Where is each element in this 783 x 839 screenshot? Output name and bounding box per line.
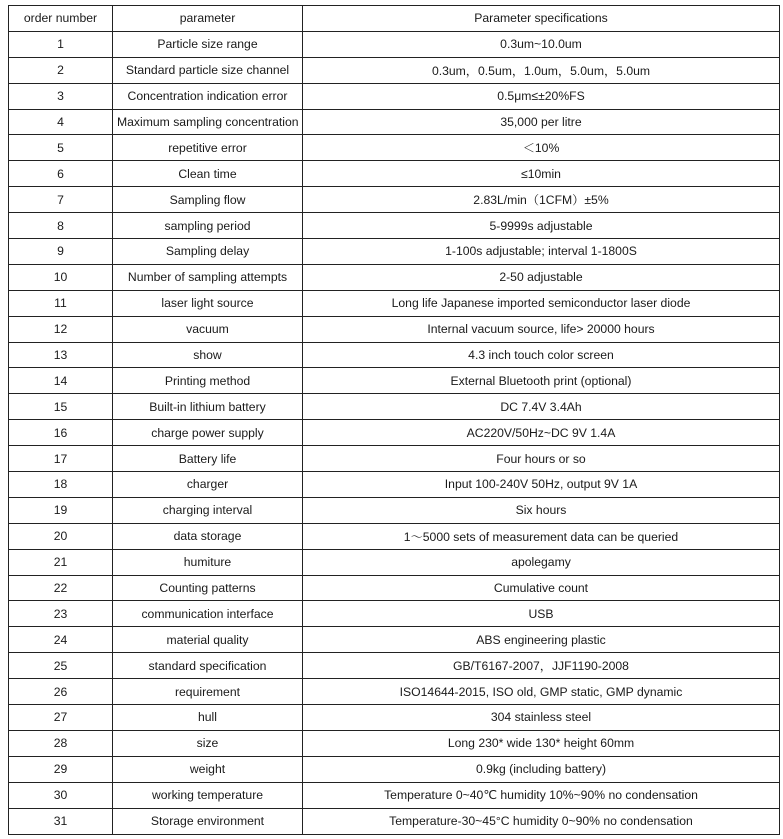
specification-cell: 35,000 per litre xyxy=(303,109,780,135)
column-header-order-number: order number xyxy=(9,6,113,32)
order-number-cell: 4 xyxy=(9,109,113,135)
table-row xyxy=(9,627,780,653)
table-row xyxy=(9,601,780,627)
column-header-parameter: parameter xyxy=(113,6,303,32)
table-row xyxy=(9,83,780,109)
parameter-cell: standard specification xyxy=(113,653,303,679)
table-row xyxy=(9,472,780,498)
specification-cell: External Bluetooth print (optional) xyxy=(303,368,780,394)
specification-cell: 304 stainless steel xyxy=(303,705,780,731)
table-row xyxy=(9,57,780,83)
order-number-cell: 29 xyxy=(9,756,113,782)
order-number-cell: 14 xyxy=(9,368,113,394)
parameter-cell: vacuum xyxy=(113,316,303,342)
order-number-cell: 28 xyxy=(9,730,113,756)
parameter-cell: Built-in lithium battery xyxy=(113,394,303,420)
order-number-cell: 30 xyxy=(9,782,113,808)
order-number-cell: 18 xyxy=(9,472,113,498)
table-row xyxy=(9,446,780,472)
specification-cell: ABS engineering plastic xyxy=(303,627,780,653)
specification-cell: 0.3um，0.5um，1.0um，5.0um，5.0um xyxy=(303,57,780,83)
specification-cell: Input 100-240V 50Hz, output 9V 1A xyxy=(303,472,780,498)
specification-cell: 4.3 inch touch color screen xyxy=(303,342,780,368)
parameter-cell: Maximum sampling concentration xyxy=(113,109,303,135)
parameter-cell: Sampling flow xyxy=(113,187,303,213)
specification-cell: 5-9999s adjustable xyxy=(303,213,780,239)
order-number-cell: 5 xyxy=(9,135,113,161)
table-row xyxy=(9,497,780,523)
parameter-cell: Number of sampling attempts xyxy=(113,264,303,290)
table-row xyxy=(9,161,780,187)
parameter-cell: show xyxy=(113,342,303,368)
order-number-cell: 19 xyxy=(9,497,113,523)
order-number-cell: 12 xyxy=(9,316,113,342)
specification-cell: DC 7.4V 3.4Ah xyxy=(303,394,780,420)
parameter-cell: charging interval xyxy=(113,497,303,523)
table-row xyxy=(9,808,780,834)
table-row xyxy=(9,368,780,394)
parameter-cell: size xyxy=(113,730,303,756)
parameter-cell: Storage environment xyxy=(113,808,303,834)
specification-cell: Temperature 0~40℃ humidity 10%~90% no condensation xyxy=(303,782,780,808)
table-header-row xyxy=(9,6,780,32)
parameter-cell: humiture xyxy=(113,549,303,575)
table-row xyxy=(9,679,780,705)
table-row xyxy=(9,290,780,316)
table-row xyxy=(9,316,780,342)
column-header-specifications: Parameter specifications xyxy=(303,6,780,32)
table-row xyxy=(9,135,780,161)
specification-cell: GB/T6167-2007，JJF1190-2008 xyxy=(303,653,780,679)
parameter-cell: Sampling delay xyxy=(113,239,303,265)
specification-cell: ＜10% xyxy=(303,135,780,161)
specification-cell: Internal vacuum source, life> 20000 hours xyxy=(303,316,780,342)
parameter-cell: charger xyxy=(113,472,303,498)
parameter-cell: material quality xyxy=(113,627,303,653)
specification-cell: ISO14644-2015, ISO old, GMP static, GMP dynamic xyxy=(303,679,780,705)
specification-cell: ≤10min xyxy=(303,161,780,187)
table-row xyxy=(9,756,780,782)
order-number-cell: 16 xyxy=(9,420,113,446)
specification-cell: Long life Japanese imported semiconductor laser diode xyxy=(303,290,780,316)
parameter-cell: charge power supply xyxy=(113,420,303,446)
order-number-cell: 7 xyxy=(9,187,113,213)
order-number-cell: 1 xyxy=(9,31,113,57)
table-row xyxy=(9,213,780,239)
order-number-cell: 3 xyxy=(9,83,113,109)
order-number-cell: 9 xyxy=(9,239,113,265)
order-number-cell: 2 xyxy=(9,57,113,83)
table-row xyxy=(9,31,780,57)
specification-cell: Long 230* wide 130* height 60mm xyxy=(303,730,780,756)
parameter-cell: requirement xyxy=(113,679,303,705)
table-row xyxy=(9,705,780,731)
order-number-cell: 20 xyxy=(9,523,113,549)
order-number-cell: 21 xyxy=(9,549,113,575)
parameter-cell: laser light source xyxy=(113,290,303,316)
table-row xyxy=(9,109,780,135)
parameter-cell: weight xyxy=(113,756,303,782)
table-row xyxy=(9,523,780,549)
parameter-cell: hull xyxy=(113,705,303,731)
order-number-cell: 24 xyxy=(9,627,113,653)
specification-cell: 1-100s adjustable; interval 1-1800S xyxy=(303,239,780,265)
order-number-cell: 22 xyxy=(9,575,113,601)
order-number-cell: 25 xyxy=(9,653,113,679)
spec-table-container xyxy=(8,5,779,835)
parameter-cell: Particle size range xyxy=(113,31,303,57)
specification-cell: Cumulative count xyxy=(303,575,780,601)
order-number-cell: 17 xyxy=(9,446,113,472)
parameter-cell: Battery life xyxy=(113,446,303,472)
table-row xyxy=(9,394,780,420)
order-number-cell: 8 xyxy=(9,213,113,239)
table-row xyxy=(9,264,780,290)
table-row xyxy=(9,187,780,213)
parameter-cell: communication interface xyxy=(113,601,303,627)
specification-cell: 0.5μm≤±20%FS xyxy=(303,83,780,109)
order-number-cell: 31 xyxy=(9,808,113,834)
specification-cell: 0.9kg (including battery) xyxy=(303,756,780,782)
parameter-cell: Counting patterns xyxy=(113,575,303,601)
specification-cell: 2.83L/min（1CFM）±5% xyxy=(303,187,780,213)
table-row xyxy=(9,239,780,265)
specification-cell: USB xyxy=(303,601,780,627)
table-row xyxy=(9,782,780,808)
parameter-cell: Concentration indication error xyxy=(113,83,303,109)
specification-cell: AC220V/50Hz~DC 9V 1.4A xyxy=(303,420,780,446)
parameter-cell: working temperature xyxy=(113,782,303,808)
order-number-cell: 26 xyxy=(9,679,113,705)
specification-cell: 1～5000 sets of measurement data can be queried xyxy=(303,523,780,549)
order-number-cell: 13 xyxy=(9,342,113,368)
parameter-cell: Printing method xyxy=(113,368,303,394)
specification-cell: Temperature-30~45°C humidity 0~90% no condensation xyxy=(303,808,780,834)
table-row xyxy=(9,653,780,679)
specification-cell: apolegamy xyxy=(303,549,780,575)
parameter-cell: data storage xyxy=(113,523,303,549)
specification-cell: 0.3um~10.0um xyxy=(303,31,780,57)
table-row xyxy=(9,730,780,756)
table-row xyxy=(9,549,780,575)
specification-cell: 2-50 adjustable xyxy=(303,264,780,290)
parameter-cell: sampling period xyxy=(113,213,303,239)
order-number-cell: 6 xyxy=(9,161,113,187)
parameter-cell: Standard particle size channel xyxy=(113,57,303,83)
parameter-cell: repetitive error xyxy=(113,135,303,161)
order-number-cell: 10 xyxy=(9,264,113,290)
order-number-cell: 23 xyxy=(9,601,113,627)
order-number-cell: 15 xyxy=(9,394,113,420)
parameter-cell: Clean time xyxy=(113,161,303,187)
order-number-cell: 11 xyxy=(9,290,113,316)
specification-cell: Four hours or so xyxy=(303,446,780,472)
table-row xyxy=(9,420,780,446)
spec-table xyxy=(8,5,780,835)
specification-cell: Six hours xyxy=(303,497,780,523)
table-row xyxy=(9,575,780,601)
order-number-cell: 27 xyxy=(9,705,113,731)
table-body xyxy=(9,31,780,834)
table-row xyxy=(9,342,780,368)
